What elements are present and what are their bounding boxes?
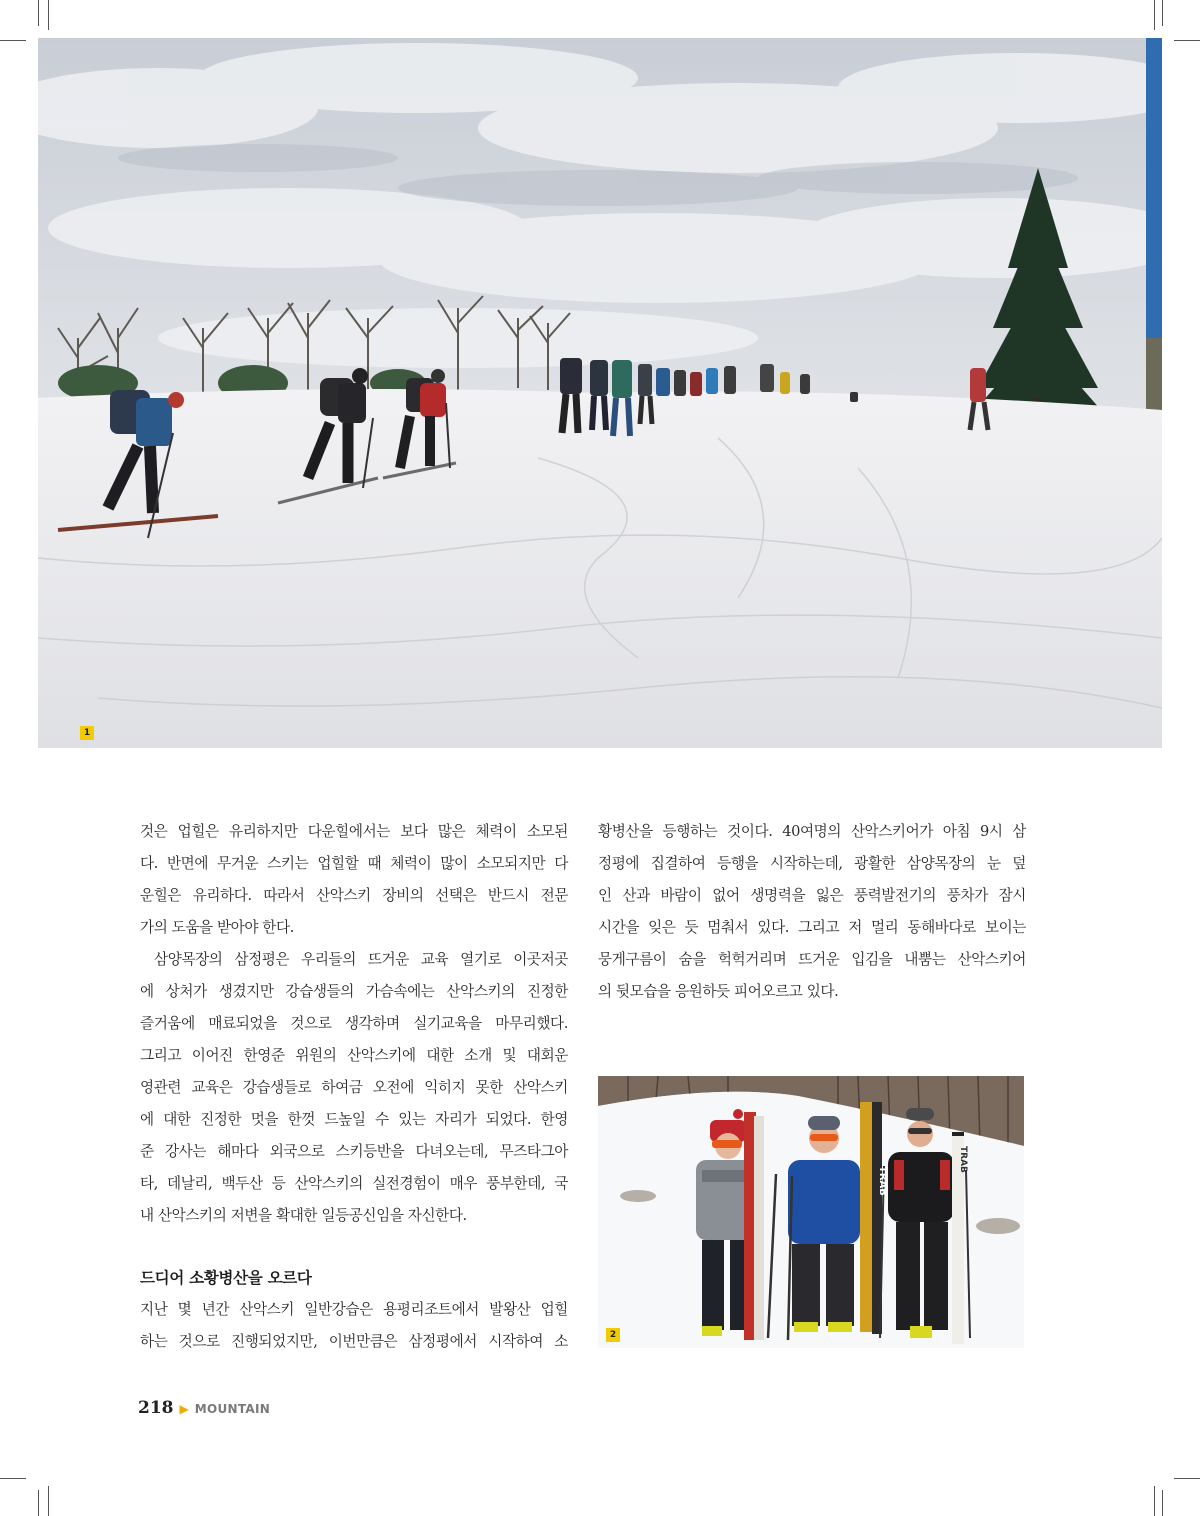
left-text-column <box>140 816 568 1232</box>
ski-touring-group-photo <box>38 38 1162 748</box>
crop-mark <box>1162 0 1163 26</box>
ski-brand-text: TRAB <box>958 1146 968 1173</box>
paragraph-line: 인 산과 바람이 없어 생명력을 잃은 풍력발전기의 풍차가 잠시 <box>598 887 1026 904</box>
page-number: 218 <box>138 1398 174 1418</box>
crop-mark <box>1174 1478 1200 1479</box>
paragraph-line: 타, 데날리, 백두산 등 산악스키의 실전경험이 매우 풍부한데, 국 <box>140 1175 568 1192</box>
section-heading: 드디어 소황병산을 오르다 <box>140 1269 312 1287</box>
crop-mark <box>48 1486 49 1516</box>
paragraph-line: 가의 도움을 받아야 한다. <box>140 919 294 936</box>
paragraph-line: 삼양목장의 삼정평은 우리들의 뜨거운 교육 열기로 이곳저곳 <box>154 951 568 968</box>
paragraph-line: 의 뒷모습을 응원하듯 피어오르고 있다. <box>598 983 839 1000</box>
photo-number-badge: 2 <box>606 1328 620 1342</box>
paragraph-line: 에 상처가 생겼지만 강습생들의 가슴속에는 산악스키의 진정한 <box>140 983 568 1000</box>
three-skiers-photo <box>598 1076 1024 1348</box>
paragraph-line: 그리고 이어진 한영준 위원의 산악스키에 대한 소개 및 대회운 <box>140 1047 568 1064</box>
crop-mark <box>1162 1490 1163 1516</box>
paragraph-line: 에 대한 진정한 멋을 한껏 드높일 수 있는 자리가 되었다. 한영 <box>140 1111 568 1128</box>
photo-number-badge: 1 <box>80 726 94 740</box>
crop-mark <box>1174 40 1200 41</box>
right-text-column <box>598 816 1026 1008</box>
paragraph-line: 운힐은 유리하다. 따라서 산악스키 장비의 선택은 반드시 전문 <box>140 887 568 904</box>
crop-mark <box>0 1478 26 1479</box>
paragraph-line: 정평에 집결하여 등행을 시작하는데, 광활한 삼양목장의 눈 덮 <box>598 855 1026 872</box>
paragraph-line: 하는 것으로 진행되었지만, 이번만큼은 삼정평에서 시작하여 소 <box>140 1333 568 1350</box>
crop-mark <box>38 1490 39 1516</box>
paragraph-line: 지난 몇 년간 산악스키 일반강습은 용평리조트에서 발왕산 업힐 <box>140 1301 568 1318</box>
left-text-column-continued <box>140 1294 568 1358</box>
paragraph-line: 황병산을 등행하는 것이다. 40여명의 산악스키어가 아침 9시 삼 <box>598 823 1026 840</box>
crop-mark <box>38 0 39 26</box>
crop-mark <box>48 0 49 30</box>
paragraph-line: 즐거움에 매료되었을 것으로 생각하며 실기교육을 마무리했다. <box>140 1015 568 1032</box>
crop-mark <box>0 40 26 41</box>
arrow-icon: ▶ <box>179 1402 189 1416</box>
page-footer <box>138 1398 270 1418</box>
paragraph-line: 것은 업힐은 유리하지만 다운힐에서는 보다 많은 체력이 소모된 <box>140 823 568 840</box>
paragraph-line: 내 산악스키의 저변을 확대한 일등공신임을 자신한다. <box>140 1207 467 1224</box>
crop-mark <box>1154 0 1155 30</box>
ski-brand-text: TRAB <box>877 1166 888 1196</box>
paragraph-line: 다. 반면에 무거운 스키는 업힐할 때 체력이 많이 소모되지만 다 <box>140 855 568 872</box>
paragraph-line: 뭉게구름이 숨을 헉헉거리며 뜨거운 입김을 내뿜는 산악스키어 <box>598 951 1026 968</box>
crop-mark <box>1154 1486 1155 1516</box>
magazine-name: MOUNTAIN <box>194 1402 271 1416</box>
paragraph-line: 준 강사는 해마다 외국으로 스키등반을 다녀오는데, 무즈타그아 <box>140 1143 568 1160</box>
paragraph-line: 시간을 잊은 듯 멈춰서 있다. 그리고 저 멀리 동해바다로 보이는 <box>598 919 1026 936</box>
paragraph-line: 영관련 교육은 강습생들로 하여금 오전에 익히지 못한 산악스키 <box>140 1079 568 1096</box>
